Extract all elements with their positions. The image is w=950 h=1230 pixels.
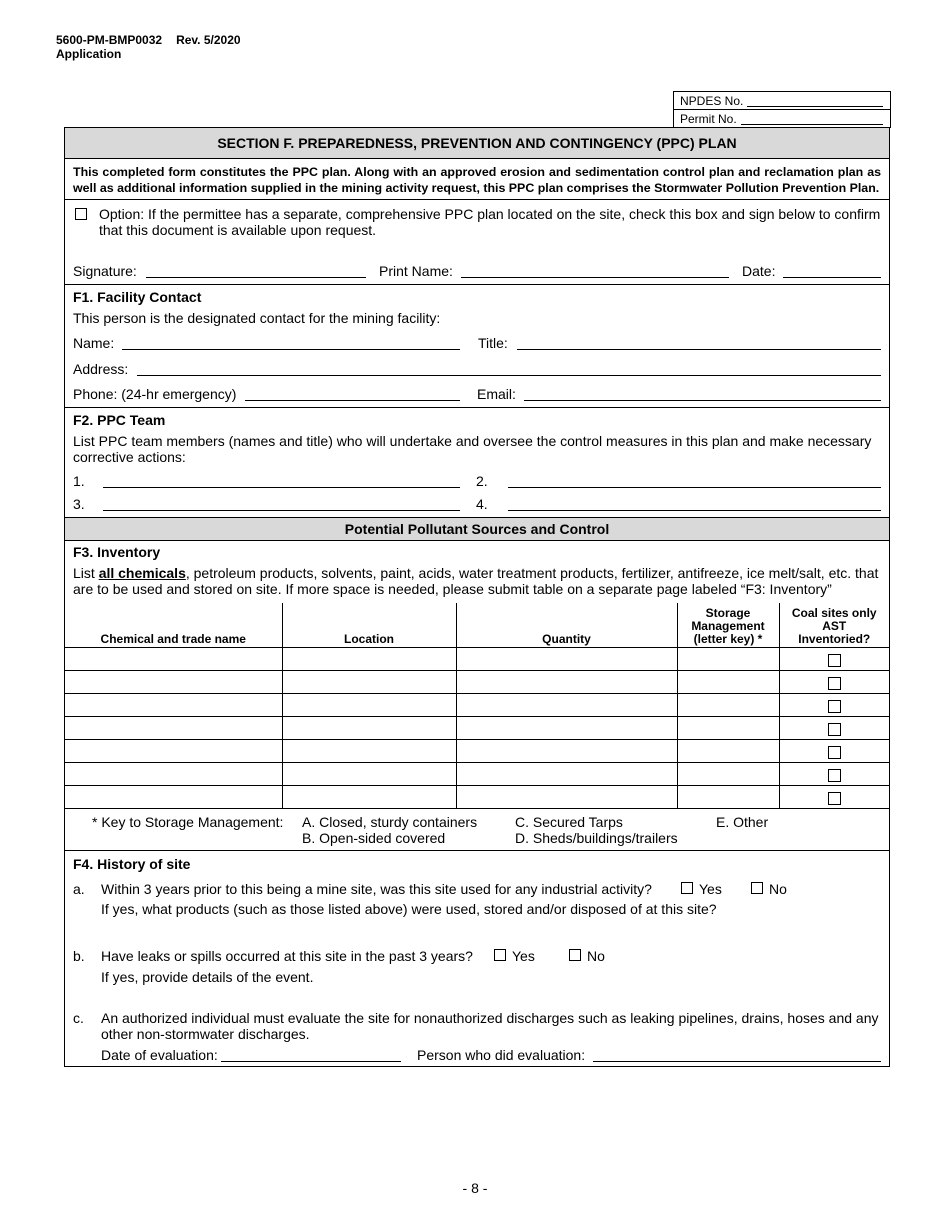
section-title: SECTION F. PREPAREDNESS, PREVENTION AND CONTINGENCY (PPC) PLAN xyxy=(65,128,889,159)
divider xyxy=(65,407,889,408)
f4-a-no-checkbox[interactable] xyxy=(751,882,763,894)
chemical-cell[interactable] xyxy=(65,740,282,763)
permit-field[interactable] xyxy=(741,113,883,125)
team-number: 4. xyxy=(476,496,488,512)
divider xyxy=(65,199,889,200)
key-e: E. Other xyxy=(716,814,769,830)
yes-label: Yes xyxy=(699,881,722,897)
title-label: Title: xyxy=(478,335,508,351)
f4-b-letter: b. xyxy=(73,948,85,964)
storage-cell[interactable] xyxy=(677,694,779,717)
key-d: D. Sheds/buildings/trailers xyxy=(515,830,678,846)
form-id: 5600-PM-BMP0032 xyxy=(56,33,163,47)
option-checkbox[interactable] xyxy=(75,208,87,220)
f1-desc: This person is the designated contact for the mining facility: xyxy=(73,310,441,326)
location-cell[interactable] xyxy=(282,694,456,717)
ast-cell[interactable] xyxy=(779,786,889,809)
ast-cell[interactable] xyxy=(779,763,889,786)
f3-title: F3. Inventory xyxy=(73,544,161,560)
table-row xyxy=(65,763,889,786)
key-b: B. Open-sided covered xyxy=(302,830,446,846)
ast-inventoried-checkbox[interactable] xyxy=(828,700,841,713)
quantity-cell[interactable] xyxy=(456,671,677,694)
phone-field[interactable] xyxy=(245,400,460,401)
quantity-cell[interactable] xyxy=(456,763,677,786)
quantity-cell[interactable] xyxy=(456,648,677,671)
f4-b-yes-checkbox[interactable] xyxy=(494,949,506,961)
f4-b-question: Have leaks or spills occurred at this site in the past 3 years? xyxy=(101,948,473,964)
email-field[interactable] xyxy=(524,400,881,401)
ast-cell[interactable] xyxy=(779,648,889,671)
ast-inventoried-checkbox[interactable] xyxy=(828,746,841,759)
key-a: A. Closed, sturdy containers xyxy=(302,814,478,830)
form-header xyxy=(56,33,255,61)
form-revision: Rev. 5/2020 xyxy=(176,33,241,47)
person-evaluation-label: Person who did evaluation: xyxy=(417,1047,586,1063)
key-label: * Key to Storage Management: xyxy=(92,814,284,830)
team-number: 2. xyxy=(476,473,488,489)
f3-desc xyxy=(73,565,881,597)
f2-desc: List PPC team members (names and title) who will undertake and oversee the control measures in this plan and make necessary corrective actions: xyxy=(73,433,872,465)
location-cell[interactable] xyxy=(282,648,456,671)
col-coal-ast: Coal sites only AST Inventoried? xyxy=(779,603,889,648)
chemical-cell[interactable] xyxy=(65,671,282,694)
storage-cell[interactable] xyxy=(677,648,779,671)
f4-a-letter: a. xyxy=(73,881,85,897)
title-field[interactable] xyxy=(517,349,881,350)
quantity-cell[interactable] xyxy=(456,694,677,717)
signature-field[interactable] xyxy=(146,277,366,278)
table-row xyxy=(65,786,889,809)
f4-a-yes-checkbox[interactable] xyxy=(681,882,693,894)
doc-type: Application xyxy=(56,47,122,61)
print-name-label: Print Name: xyxy=(379,263,453,279)
chemical-cell[interactable] xyxy=(65,717,282,740)
permit-label: Permit No. xyxy=(680,111,737,126)
ast-inventoried-checkbox[interactable] xyxy=(828,677,841,690)
storage-cell[interactable] xyxy=(677,671,779,694)
f3-desc-pre: List xyxy=(73,565,99,581)
f4-b-followup: If yes, provide details of the event. xyxy=(101,969,314,985)
signature-label: Signature: xyxy=(73,263,137,279)
divider xyxy=(65,850,889,851)
chemical-cell[interactable] xyxy=(65,648,282,671)
divider xyxy=(65,284,889,285)
permit-box xyxy=(673,91,891,128)
ast-inventoried-checkbox[interactable] xyxy=(828,723,841,736)
col-location: Location xyxy=(282,603,456,648)
location-cell[interactable] xyxy=(282,671,456,694)
location-cell[interactable] xyxy=(282,740,456,763)
date-evaluation-label: Date of evaluation: xyxy=(101,1047,218,1063)
ast-cell[interactable] xyxy=(779,717,889,740)
col-quantity: Quantity xyxy=(456,603,677,648)
npdes-field[interactable] xyxy=(747,95,883,107)
storage-cell[interactable] xyxy=(677,717,779,740)
no-label: No xyxy=(769,881,787,897)
pollutant-band: Potential Pollutant Sources and Control xyxy=(65,517,889,541)
address-field[interactable] xyxy=(137,375,881,376)
chemical-cell[interactable] xyxy=(65,694,282,717)
phone-label: Phone: (24-hr emergency) xyxy=(73,386,237,402)
date-evaluation-field[interactable] xyxy=(221,1061,401,1062)
table-row xyxy=(65,648,889,671)
quantity-cell[interactable] xyxy=(456,740,677,763)
col-storage-management: Storage Management (letter key) * xyxy=(677,603,779,648)
date-field[interactable] xyxy=(783,277,881,278)
col-chemical: Chemical and trade name xyxy=(65,603,282,648)
table-row xyxy=(65,740,889,763)
name-field[interactable] xyxy=(122,349,460,350)
address-label: Address: xyxy=(73,361,129,377)
date-label: Date: xyxy=(742,263,776,279)
f4-b-no-checkbox[interactable] xyxy=(569,949,581,961)
print-name-field[interactable] xyxy=(461,277,729,278)
ppc-form xyxy=(64,127,890,1067)
ast-inventoried-checkbox[interactable] xyxy=(828,769,841,782)
page-number: - 8 - xyxy=(462,1180,488,1196)
table-row xyxy=(65,717,889,740)
ast-inventoried-checkbox[interactable] xyxy=(828,792,841,805)
team-member-2-field[interactable] xyxy=(508,487,881,488)
key-c: C. Secured Tarps xyxy=(515,814,623,830)
no-label: No xyxy=(587,948,605,964)
chemical-cell[interactable] xyxy=(65,763,282,786)
inventory-table xyxy=(65,603,889,809)
chemical-cell[interactable] xyxy=(65,786,282,809)
f4-a-followup: If yes, what products (such as those listed above) were used, stored and/or disposed of at this site? xyxy=(101,901,717,917)
table-row xyxy=(65,671,889,694)
ast-inventoried-checkbox[interactable] xyxy=(828,654,841,667)
team-number: 3. xyxy=(73,496,85,512)
f4-a-question: Within 3 years prior to this being a mine site, was this site used for any industrial activity? xyxy=(101,881,652,897)
f1-title: F1. Facility Contact xyxy=(73,289,202,305)
option-text: Option: If the permittee has a separate, comprehensive PPC plan located on the site, check this box and sign below to confirm that this document is available upon request. xyxy=(99,206,881,238)
ast-cell[interactable] xyxy=(779,671,889,694)
intro-text: This completed form constitutes the PPC plan. Along with an approved erosion and sedimentation control plan and reclamation plan as well as additional information supplied in the mining activity request, this PPC plan comprises the Stormwater Pollution Prevention Plan. xyxy=(73,165,881,195)
quantity-cell[interactable] xyxy=(456,786,677,809)
storage-cell[interactable] xyxy=(677,786,779,809)
table-row xyxy=(65,694,889,717)
team-number: 1. xyxy=(73,473,85,489)
team-member-3-field[interactable] xyxy=(103,510,460,511)
f2-title: F2. PPC Team xyxy=(73,412,166,428)
team-member-1-field[interactable] xyxy=(103,487,460,488)
quantity-cell[interactable] xyxy=(456,717,677,740)
npdes-label: NPDES No. xyxy=(680,93,744,108)
yes-label: Yes xyxy=(512,948,535,964)
location-cell[interactable] xyxy=(282,763,456,786)
storage-cell[interactable] xyxy=(677,763,779,786)
f4-c-letter: c. xyxy=(73,1010,84,1026)
ast-cell[interactable] xyxy=(779,694,889,717)
name-label: Name: xyxy=(73,335,115,351)
f4-c-text: An authorized individual must evaluate the site for nonauthorized discharges such as leaking pipelines, drains, hoses and any other non-stormwater discharges. xyxy=(101,1010,879,1042)
storage-cell[interactable] xyxy=(677,740,779,763)
f4-title: F4. History of site xyxy=(73,856,191,872)
f3-desc-bold: all chemicals xyxy=(98,565,186,581)
location-cell[interactable] xyxy=(282,786,456,809)
ast-cell[interactable] xyxy=(779,740,889,763)
person-evaluation-field[interactable] xyxy=(593,1061,881,1062)
location-cell[interactable] xyxy=(282,717,456,740)
team-member-4-field[interactable] xyxy=(508,510,881,511)
f3-desc-post: , petroleum products, solvents, paint, acids, water treatment products, fertilizer, antifreeze, ice melt/salt, etc. that are to be used and stored on site. If more space is needed, please submit table on a separate page labeled “F3: Inventory” xyxy=(73,565,879,597)
email-label: Email: xyxy=(477,386,516,402)
